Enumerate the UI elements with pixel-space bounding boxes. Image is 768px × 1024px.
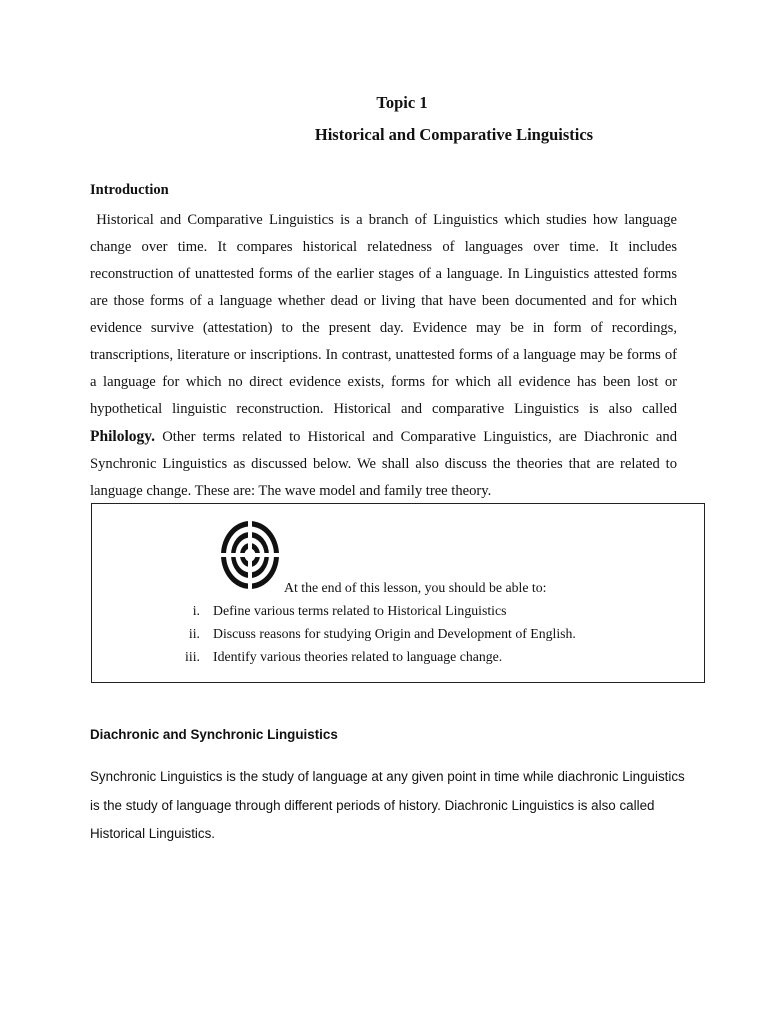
introduction-text-part1: Historical and Comparative Linguistics is a branch of Linguistics which studies how language change over time. It compares historical relatedness of languages over time. It includes reconstruction of unattested forms of the earlier stages of a language. In Linguistics attested forms are those forms of a language whether dead or living that have been documented and for which evidence survive (attestation) to the present day. Evidence may be in form of recordings, transcriptions, literature or inscriptions. In contrast, unattested forms of a language may be forms of a language for which no direct evidence exists, forms for which all evidence has been lost or hypothetical linguistic reconstruction. Historical and comparative Linguistics is also called (90, 212, 677, 417)
target-icon (219, 519, 281, 591)
objective-text: Identify various theories related to language change. (213, 649, 503, 664)
objective-number: iii. (185, 649, 200, 664)
diachronic-heading: Diachronic and Synchronic Linguistics (90, 727, 338, 742)
learning-objectives-box (91, 503, 705, 683)
philology-term: Philology. (90, 428, 156, 445)
introduction-heading: Introduction (90, 182, 169, 198)
objective-number: i. (192, 603, 200, 618)
topic-number: Topic 1 (376, 93, 428, 112)
objective-text: Discuss reasons for studying Origin and Development of English. (213, 626, 576, 641)
page-title: Historical and Comparative Linguistics (314, 125, 594, 144)
introduction-text-part2: Other terms related to Historical and Comparative Linguistics, are Diachronic and Synchronic Linguistics as discussed below. We shall also discuss the theories that are related to language change. These are: The wave model and family tree theory. (90, 429, 677, 499)
objective-text: Define various terms related to Historical Linguistics (213, 603, 507, 618)
objectives-lead: At the end of this lesson, you should be able to: (284, 580, 547, 595)
objective-number: ii. (188, 626, 200, 641)
introduction-paragraph (90, 207, 677, 505)
diachronic-paragraph: Synchronic Linguistics is the study of language at any given point in time while diachronic Linguistics is the study of language through different periods of history. Diachronic Linguistics is also called Historical Linguistics. (90, 769, 685, 841)
